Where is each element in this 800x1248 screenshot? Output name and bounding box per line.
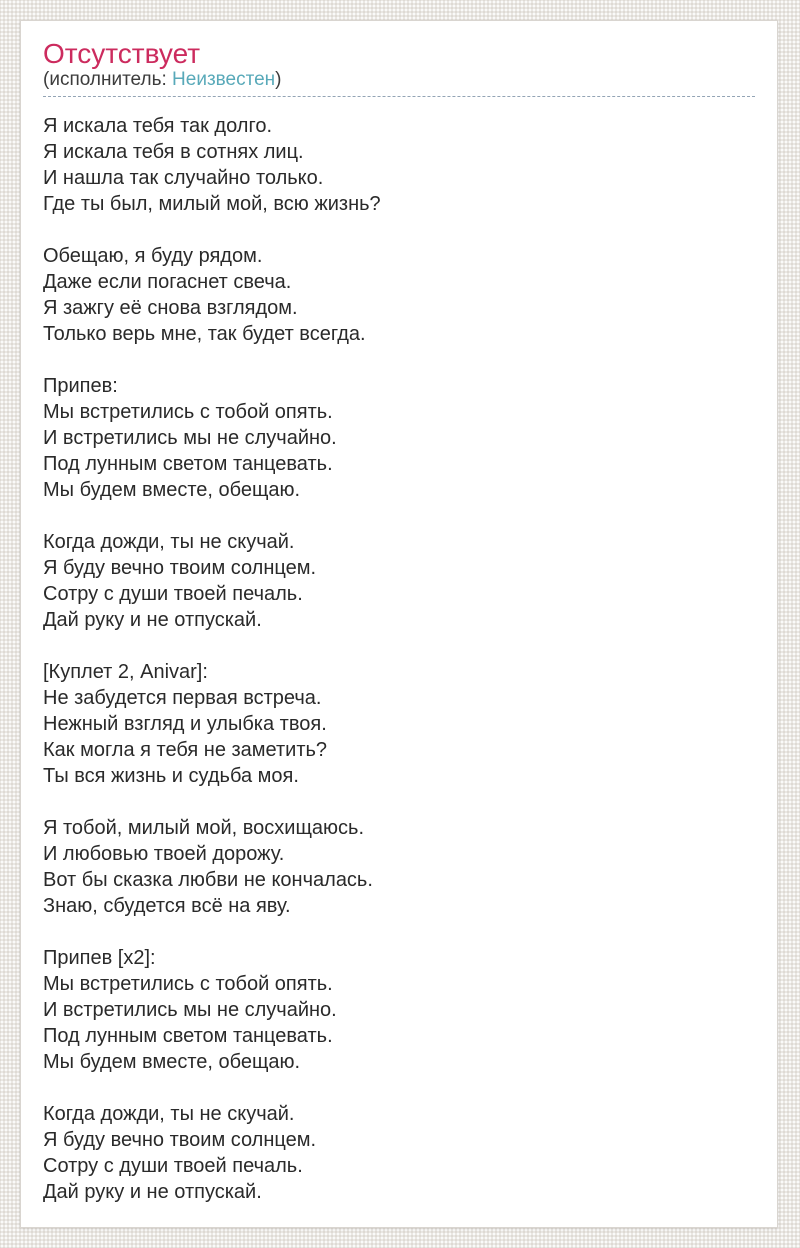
stanza [43,529,755,633]
lyric-line: Мы встретились с тобой опять. [43,401,333,423]
stanza [43,113,755,217]
artist-label-prefix: (исполнитель: [43,69,173,90]
lyric-line: Припев [x2]: [43,947,156,969]
lyrics-card [20,20,778,1228]
lyric-line: [Куплет 2, Anivar]: [43,661,208,683]
lyric-line: Под лунным светом танцевать. [43,453,333,475]
lyric-line: И встретились мы не случайно. [43,999,337,1021]
lyric-line: Вот бы сказка любви не кончалась. [43,869,373,891]
artist-label-suffix: ) [275,69,282,90]
stanza [43,1101,755,1205]
lyric-line: Мы будем вместе, обещаю. [43,479,301,501]
lyrics [43,113,755,1205]
stanza [43,373,755,503]
lyric-line: Нежный взгляд и улыбка твоя. [43,713,327,735]
artist-link[interactable]: Неизвестен [172,69,276,90]
lyric-line: Не забудется первая встреча. [43,687,322,709]
lyric-line: Дай руку и не отпускай. [43,1181,262,1203]
lyric-line: И встретились мы не случайно. [43,427,337,449]
page-title: Отсутствует [43,38,201,69]
lyric-line: Где ты был, милый мой, всю жизнь? [43,193,381,215]
lyric-line: Дай руку и не отпускай. [43,609,262,631]
lyric-line: Когда дожди, ты не скучай. [43,531,295,553]
stanza [43,243,755,347]
lyric-line: Я искала тебя в сотнях лиц. [43,141,304,163]
lyric-line: Я искала тебя так долго. [43,115,272,137]
lyric-line: И нашла так случайно только. [43,167,324,189]
lyric-line: Припев: [43,375,118,397]
artist-line [43,69,755,97]
lyric-line: Сотру с души твоей печаль. [43,583,303,605]
stanza [43,659,755,789]
lyric-line: Когда дожди, ты не скучай. [43,1103,295,1125]
lyric-line: Мы встретились с тобой опять. [43,973,333,995]
lyric-line: Я буду вечно твоим солнцем. [43,557,317,579]
lyric-line: Даже если погаснет свеча. [43,271,292,293]
lyric-line: Под лунным светом танцевать. [43,1025,333,1047]
lyric-line: Только верь мне, так будет всегда. [43,323,366,345]
lyric-line: Я зажгу её снова взглядом. [43,297,298,319]
lyric-line: Ты вся жизнь и судьба моя. [43,765,299,787]
lyric-line: Мы будем вместе, обещаю. [43,1051,301,1073]
stanza [43,945,755,1075]
lyric-line: Как могла я тебя не заметить? [43,739,328,761]
lyric-line: Обещаю, я буду рядом. [43,245,263,267]
lyric-line: Я буду вечно твоим солнцем. [43,1129,317,1151]
lyric-line: Я тобой, милый мой, восхищаюсь. [43,817,365,839]
lyric-line: Знаю, сбудется всё на яву. [43,895,291,917]
lyric-line: И любовью твоей дорожу. [43,843,285,865]
lyric-line: Сотру с души твоей печаль. [43,1155,303,1177]
stanza [43,815,755,919]
